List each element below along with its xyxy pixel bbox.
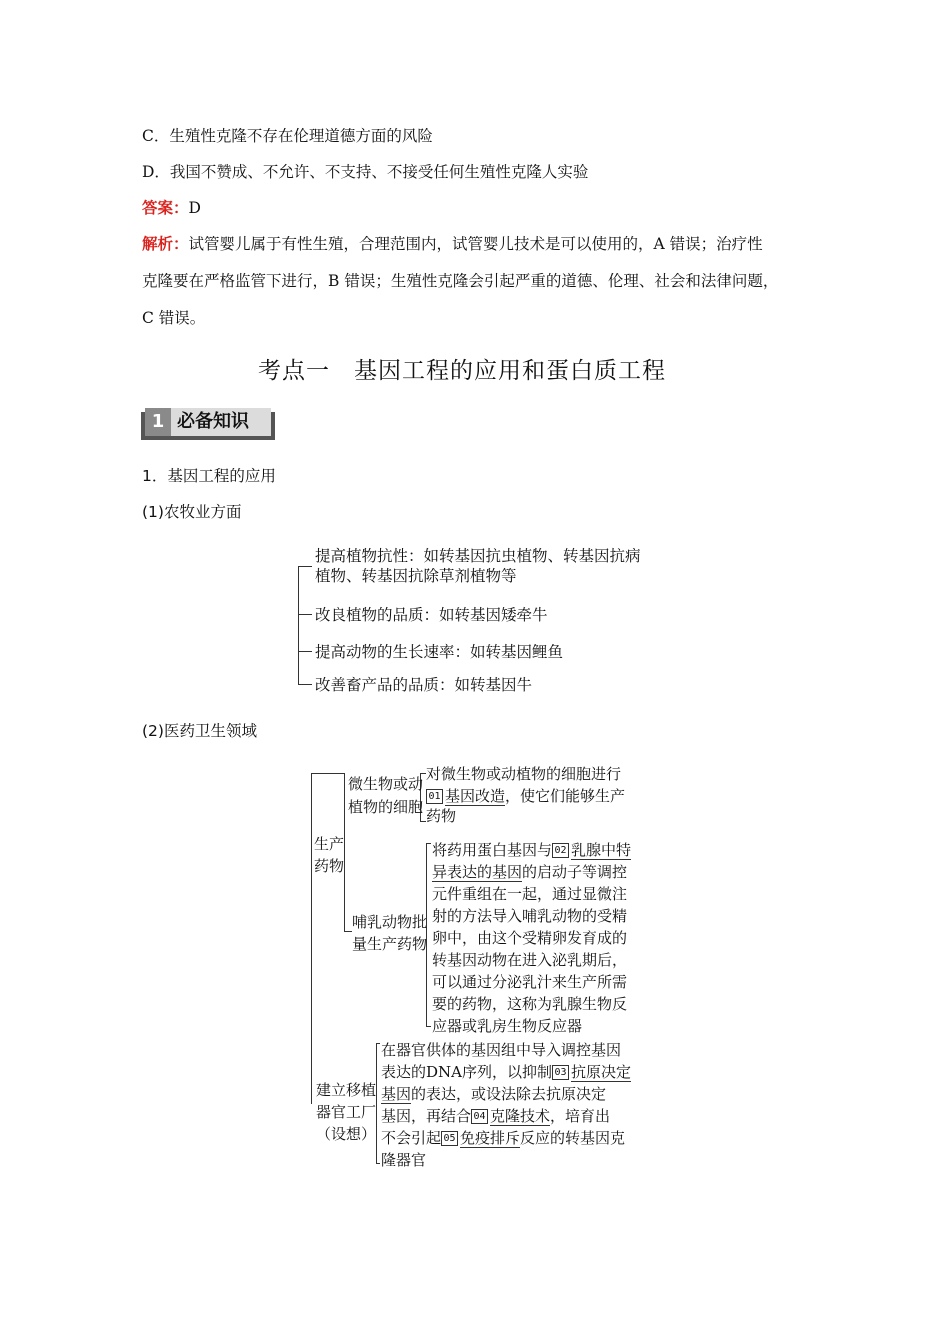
mammal-text-4: 射的方法导入哺乳动物的受精 [432, 907, 628, 925]
mammal-text-1a: 将药用蛋白基因与 [432, 841, 553, 859]
agri-bracket-tick-4 [298, 684, 312, 685]
option-d: D．我国不赞成、不允许、不支持、不接受任何生殖性克隆人实验 [142, 163, 589, 181]
med-root-organ-1: 建立移植 [316, 1081, 377, 1099]
med-branch-mammal-2: 量生产药物 [352, 935, 428, 953]
mammal-text-6: 转基因动物在进入泌乳期后， [432, 951, 628, 969]
blank-number-05: 05 [441, 1131, 458, 1146]
med-top-tick [311, 773, 344, 774]
med-root-produce-1: 生产 [314, 835, 345, 853]
organ-text-2 [381, 1063, 631, 1082]
keyword-cloning: 克隆技术 [490, 1107, 551, 1125]
agri-item-1b: 植物、转基因抗除草剂植物等 [315, 567, 517, 585]
analysis-label: 解析： [142, 234, 189, 253]
agri-bracket-tick-1 [298, 566, 312, 567]
organ-text-3b: 的表达，或设法除去抗原决定 [411, 1085, 607, 1103]
analysis-line-2: 克隆要在严格监管下进行，B 错误；生殖性克隆会引起严重的道德、伦理、社会和法律问题， [142, 272, 779, 290]
med-main-vertical [311, 773, 312, 1103]
med-bottom-end [311, 1103, 312, 1104]
med-root-produce-2: 药物 [314, 857, 345, 875]
mammal-text-9: 应器或乳房生物反应器 [432, 1017, 583, 1035]
badge-text: 必备知识 [171, 408, 271, 436]
agri-item-1a: 提高植物抗性：如转基因抗虫植物、转基因抗病 [315, 547, 641, 565]
analysis-text-1: 试管婴儿属于有性生殖，合理范围内，试管婴儿技术是可以使用的，A 错误；治疗性 [188, 235, 763, 253]
keyword-gene-modification: 基因改造 [445, 787, 506, 805]
blank-number-01: 01 [426, 789, 443, 804]
med-root-organ-3: （设想） [316, 1125, 377, 1143]
med-sub-bottom-tick [344, 931, 352, 932]
med-organ-bracket [376, 1043, 377, 1163]
organ-text-2a: 表达的DNA序列，以抑制 [381, 1063, 552, 1081]
agri-item-2: 改良植物的品质：如转基因矮牵牛 [315, 606, 548, 624]
med-branch-micro-1: 微生物或动 [348, 775, 424, 793]
med-organ-bracket-bottom [376, 1163, 380, 1164]
section-title: 考点一 基因工程的应用和蛋白质工程 [258, 358, 666, 384]
agri-bracket-vertical [298, 566, 299, 684]
agri-item-3: 提高动物的生长速率：如转基因鲤鱼 [315, 643, 564, 661]
med-mammal-bracket-bottom [426, 1026, 431, 1027]
organ-text-4 [381, 1107, 610, 1126]
mammal-text-2b: 的启动子等调控 [522, 863, 628, 881]
keyword-immune-rejection: 免疫排斥 [460, 1129, 521, 1147]
micro-text-2 [426, 787, 625, 806]
keyword-antigen-1: 抗原决定 [571, 1063, 632, 1081]
blank-number-03: 03 [552, 1065, 569, 1080]
med-sub-vertical [344, 773, 345, 931]
agri-item-4: 改善畜产品的品质：如转基因牛 [315, 676, 533, 694]
heading-medical: (2)医药卫生领域 [142, 722, 257, 740]
heading-gene-application: 1．基因工程的应用 [142, 467, 276, 485]
badge-number: 1 [145, 408, 171, 436]
med-root-organ-2: 器官工厂 [316, 1103, 377, 1121]
med-branch-mammal-1: 哺乳动物批 [352, 913, 428, 931]
organ-text-6: 隆器官 [381, 1151, 427, 1169]
heading-agriculture: (1)农牧业方面 [142, 503, 242, 521]
option-c: C．生殖性克隆不存在伦理道德方面的风险 [142, 127, 433, 145]
mammal-text-3: 元件重组在一起，通过显微注 [432, 885, 628, 903]
med-branch-micro-2: 植物的细胞 [348, 798, 424, 816]
micro-text-1: 对微生物或动植物的细胞进行 [426, 765, 622, 783]
med-mammal-bracket-top [426, 843, 431, 844]
organ-text-1: 在器官供体的基因组中导入调控基因 [381, 1041, 622, 1059]
keyword-mammary-2: 异表达的基因 [432, 863, 523, 881]
mammal-text-7: 可以通过分泌乳汁来生产所需 [432, 973, 628, 991]
answer-line [142, 198, 201, 218]
blank-number-04: 04 [471, 1109, 488, 1124]
mammal-text-5: 卵中，由这个受精卵发育成的 [432, 929, 628, 947]
blank-number-02: 02 [552, 843, 569, 858]
organ-text-5 [381, 1129, 625, 1148]
micro-text-3: 药物 [426, 807, 457, 825]
mammal-text-2 [432, 863, 627, 882]
keyword-antigen-2: 基因 [381, 1085, 412, 1103]
mammal-text-1 [432, 841, 631, 860]
organ-text-4b: ，培育出 [550, 1107, 611, 1125]
micro-text-2b: ，使它们能够生产 [505, 787, 626, 805]
mammal-text-8: 要的药物，这称为乳腺生物反 [432, 995, 628, 1013]
analysis-line-3: C 错误。 [142, 309, 206, 327]
answer-value: D [188, 199, 201, 217]
organ-text-3 [381, 1085, 606, 1104]
agri-bracket-tick-3 [298, 651, 312, 652]
answer-label: 答案： [142, 198, 189, 217]
agri-bracket-tick-2 [298, 614, 312, 615]
med-organ-bracket-top [376, 1043, 380, 1044]
keyword-mammary-1: 乳腺中特 [571, 841, 632, 859]
organ-text-5b: 反应的转基因克 [520, 1129, 626, 1147]
organ-text-4a: 基因，再结合 [381, 1107, 472, 1125]
analysis-line-1 [142, 234, 763, 254]
organ-text-5a: 不会引起 [381, 1129, 442, 1147]
